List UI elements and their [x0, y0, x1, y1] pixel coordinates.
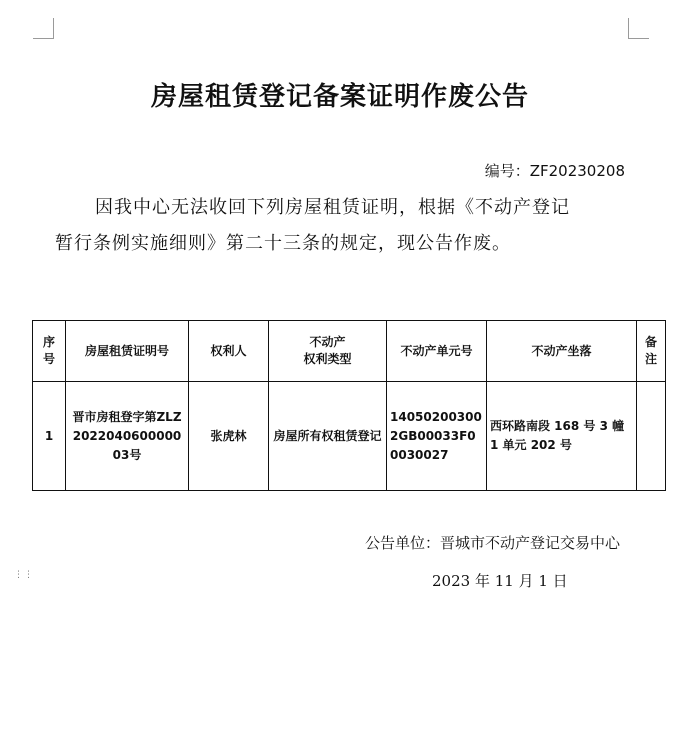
- header-serial: 序 号: [33, 321, 66, 382]
- cell-right-type: 房屋所有权租赁登记: [269, 382, 387, 491]
- drag-handle-icon[interactable]: ⋮⋮: [14, 570, 34, 580]
- cell-serial: 1: [33, 382, 66, 491]
- announcement-body: [55, 190, 630, 262]
- header-cert-number: 房屋租赁证明号: [66, 321, 189, 382]
- header-remark: 备 注: [637, 321, 666, 382]
- document-number: 编号：ZF20230208: [484, 162, 625, 180]
- cell-unit-number: 140502003002GB00033F00030027: [387, 382, 487, 491]
- page-title: 房屋租赁登记备案证明作废公告: [150, 82, 529, 112]
- header-location: 不动产坐落: [487, 321, 637, 382]
- body-line-1: 因我中心无法收回下列房屋租赁证明，根据《不动产登记: [95, 197, 570, 218]
- cell-holder: 张虎林: [189, 382, 269, 491]
- header-unit-number: 不动产单元号: [387, 321, 487, 382]
- page-corner-mark-top-right: [628, 18, 649, 39]
- cell-location: 西环路南段 168 号 3 幢 1 单元 202 号: [487, 382, 637, 491]
- announcement-date: 2023 年 11 月 1 日: [432, 572, 568, 590]
- void-certificate-table: [32, 320, 666, 491]
- table-row: [33, 382, 666, 491]
- cell-cert-number: 晋市房租登字第ZLZ202204060000003号: [66, 382, 189, 491]
- body-line-2: 暂行条例实施细则》第二十三条的规定，现公告作废。: [55, 233, 511, 254]
- header-right-type: 不动产 权利类型: [269, 321, 387, 382]
- cell-remark: [637, 382, 666, 491]
- issuing-unit: 公告单位：晋城市不动产登记交易中心: [364, 534, 620, 552]
- page-corner-mark-top-left: [33, 18, 54, 39]
- table-header-row: [33, 321, 666, 382]
- header-holder: 权利人: [189, 321, 269, 382]
